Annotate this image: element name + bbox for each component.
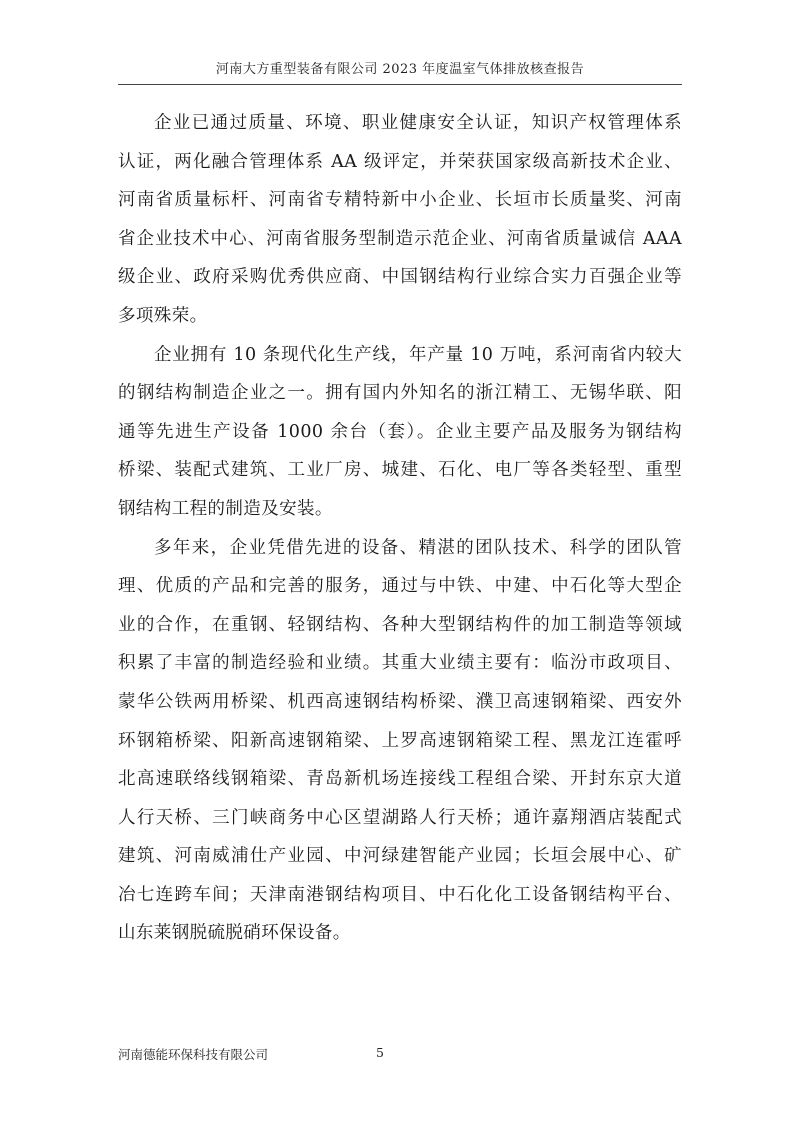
text-line: 业的合作，在重钢、轻钢结构、各种大型钢结构件的加工制造等领域 [118,614,682,635]
footer-company-name: 河南德能环保科技有限公司 [118,1047,269,1062]
page-footer [118,1045,682,1065]
text-line: 多项殊荣。 [118,305,208,326]
page-header [118,58,682,85]
text-line: 北高速联络线钢箱梁、青岛新机场连接线工程组合梁、开封东京大道 [118,769,682,790]
text-line: 桥梁、装配式建筑、工业厂房、城建、石化、电厂等各类轻型、重型 [118,460,682,481]
paragraph-achievements [118,529,682,954]
text-line: 理、优质的产品和完善的服务，通过与中铁、中建、中石化等大型企 [118,576,682,597]
text-line: 环钢箱桥梁、阳新高速钢箱梁、上罗高速钢箱梁工程、黑龙江连霍呼 [118,730,682,751]
text-line: 省企业技术中心、河南省服务型制造示范企业、河南省质量诚信 AAA [118,228,682,249]
report-title: 河南大方重型装备有限公司 2023 年度温室气体排放核查报告 [215,62,585,77]
page-number: 5 [376,1045,384,1060]
text-line: 积累了丰富的制造经验和业绩。其重大业绩主要有：临汾市政项目、 [118,653,682,674]
text-line: 冶七连跨车间；天津南港钢结构项目、中石化化工设备钢结构平台、 [118,884,682,905]
text-line: 钢结构工程的制造及安装。 [118,498,333,519]
text-line: 河南省质量标杆、河南省专精特新中小企业、长垣市长质量奖、河南 [118,190,682,211]
text-line: 人行天桥、三门峡商务中心区望湖路人行天桥；通许嘉翔酒店装配式 [118,807,682,828]
text-line: 认证，两化融合管理体系 AA 级评定，并荣获国家级高新技术企业、 [118,151,682,172]
text-line: 山东莱钢脱硫脱硝环保设备。 [118,923,351,944]
text-line: 企业拥有 10 条现代化生产线，年产量 10 万吨，系河南省内较大 [154,344,682,365]
paragraph-certifications [118,104,682,336]
document-body [118,104,682,953]
text-line: 通等先进生产设备 1000 余台（套）。企业主要产品及服务为钢结构 [118,421,682,442]
text-line: 建筑、河南威浦仕产业园、中河绿建智能产业园；长垣会展中心、矿 [118,846,682,867]
text-line: 的钢结构制造企业之一。拥有国内外知名的浙江精工、无锡华联、阳 [118,383,682,404]
text-line: 级企业、政府采购优秀供应商、中国钢结构行业综合实力百强企业等 [118,267,682,288]
text-line: 企业已通过质量、环境、职业健康安全认证，知识产权管理体系 [154,113,682,133]
paragraph-production [118,336,682,529]
text-line: 蒙华公铁两用桥梁、机西高速钢结构桥梁、濮卫高速钢箱梁、西安外 [118,691,682,712]
text-line: 多年来，企业凭借先进的设备、精湛的团队技术、科学的团队管 [154,537,682,558]
